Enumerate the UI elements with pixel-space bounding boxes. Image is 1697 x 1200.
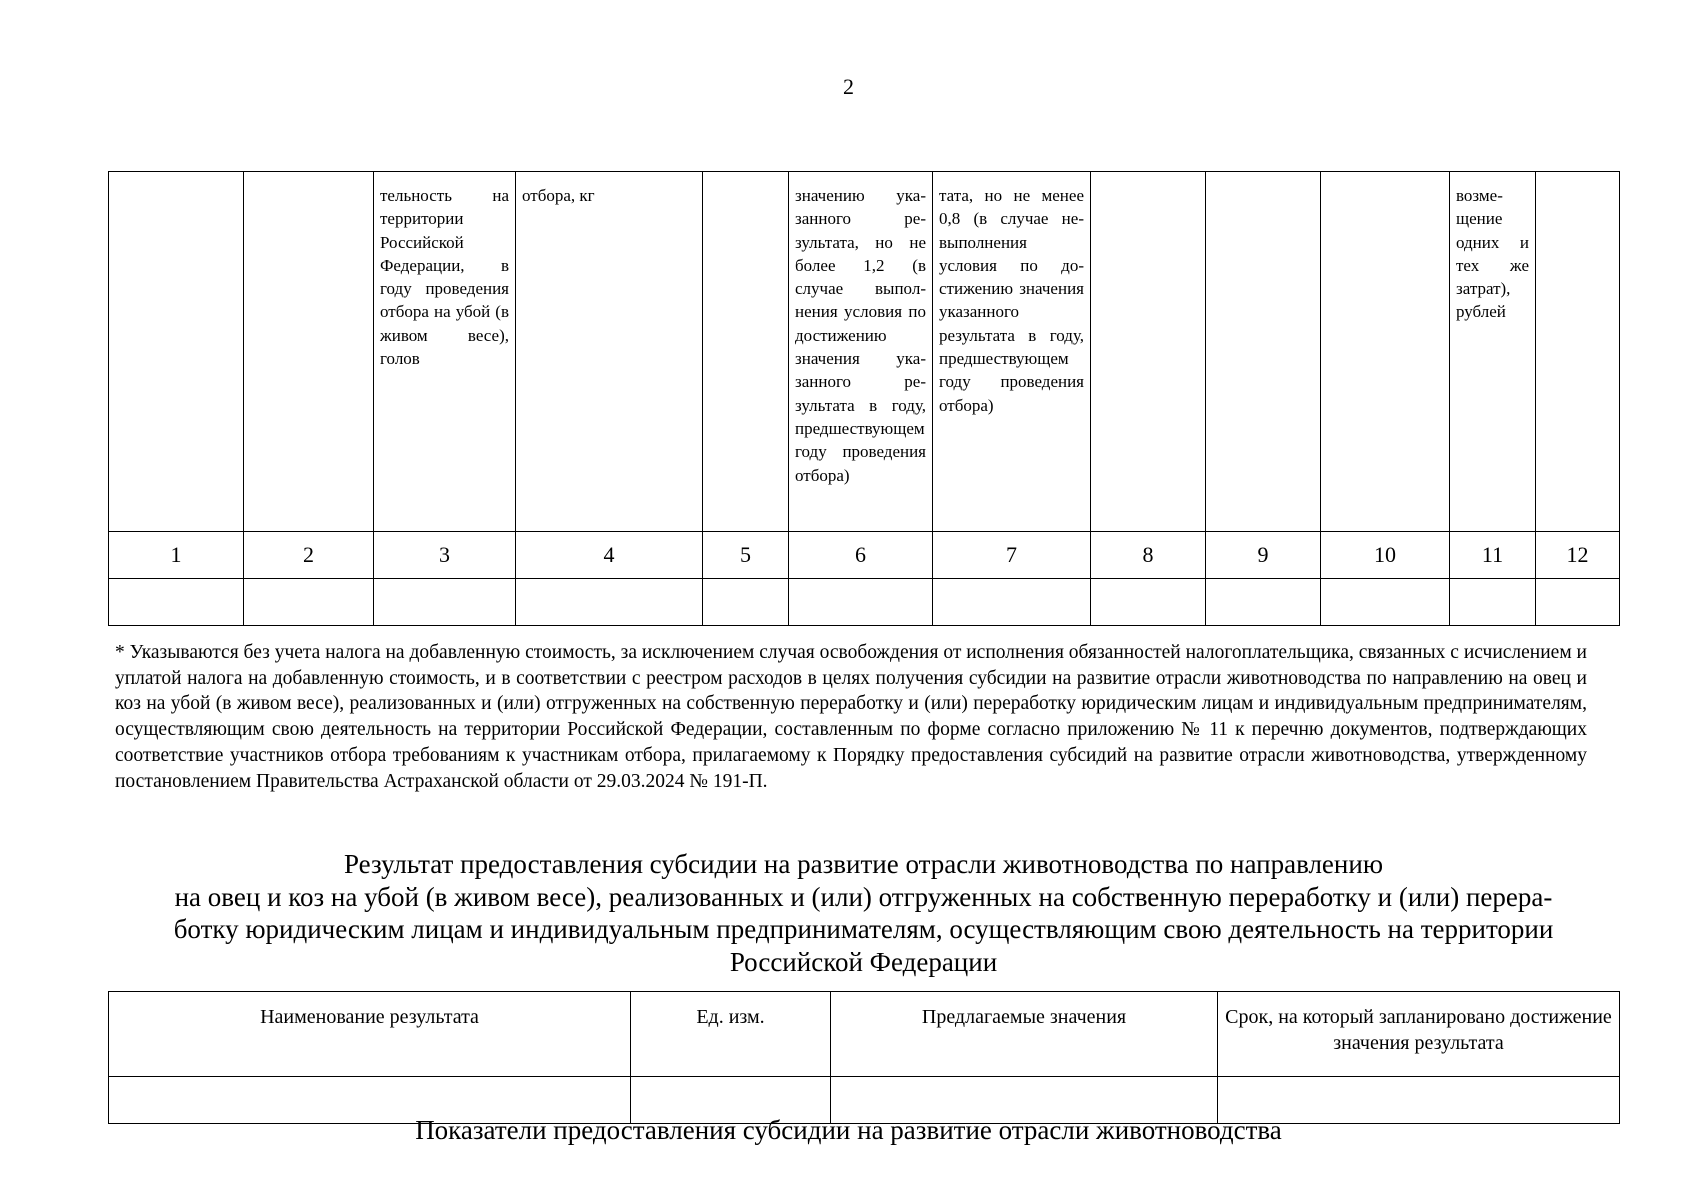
empty-cell — [1091, 579, 1206, 626]
footnote: * Указываются без учета налога на добавленную стоимость, за исключением случая освобождения от исполнения обязанностей налогоплательщика, связанных с исчислением и уплатой налога на добавленную стоимость, и в соответствии с реестром расходов в целях получения субсидии на развитие отрасли животноводства по направлению на овец и коз на убой (в живом весе), реализованных и (или) отгруженных на собственную переработку и (или) переработку юридическим лицам и индивидуальным предпринимателям, осуществляющим свою деятельность на территории Российской Федерации, составленным по форме согласно приложению № 11 к перечню документов, подтверждающих соответствие участников отбора требованиям к участникам отбора, прилагаемому к Порядку предоставления субсидий на развитие отрасли животноводства, утвержденному постановлением Правительства Астраханской области от 29.03.2024 № 191-П. — [115, 642, 1587, 792]
column-number: 2 — [244, 532, 374, 579]
header-cell — [1536, 172, 1620, 532]
continuation-table — [108, 171, 1620, 626]
empty-cell — [374, 579, 516, 626]
header-cell — [703, 172, 789, 532]
page-number: 2 — [843, 74, 854, 99]
column-number: 9 — [1206, 532, 1321, 579]
empty-cell — [933, 579, 1091, 626]
column-number: 10 — [1321, 532, 1450, 579]
result-header-row — [109, 992, 1620, 1077]
title-line: Российской Федерации — [729, 946, 998, 977]
proposed-values-header: Предлагаемые значения — [831, 992, 1218, 1077]
column-number: 7 — [933, 532, 1091, 579]
title-line: на овец и коз на убой (в живом весе), реализованных и (или) отгруженных на собственную переработку и (или) перера- — [174, 881, 1553, 912]
column-number: 1 — [109, 532, 244, 579]
column-number: 6 — [789, 532, 933, 579]
header-cell: значению указанного результата, но не более 1,2 (в случае выполнения условия по достижению значения указанного результата в году, предшествующем году проведения отбора) — [789, 172, 933, 532]
header-cell — [1206, 172, 1321, 532]
header-cell: тельность на территории Российской Федерации, в году проведения отбора на убой (в живом весе), голов — [374, 172, 516, 532]
header-cell — [1321, 172, 1450, 532]
result-name-header: Наименование результата — [109, 992, 631, 1077]
empty-cell — [109, 579, 244, 626]
column-number: 4 — [516, 532, 703, 579]
unit-header: Ед. изм. — [631, 992, 831, 1077]
header-cell — [109, 172, 244, 532]
column-number: 5 — [703, 532, 789, 579]
column-number: 3 — [374, 532, 516, 579]
column-number: 11 — [1450, 532, 1536, 579]
deadline-header: Срок, на который запланировано достижение значения результата — [1218, 992, 1620, 1077]
header-cell — [244, 172, 374, 532]
empty-cell — [244, 579, 374, 626]
header-cell: тата, но не менее 0,8 (в случае невыполнения условия по достижению значения указанного результата в году, предшествующем году проведения отбора) — [933, 172, 1091, 532]
empty-data-row — [109, 579, 1620, 626]
header-cell — [1091, 172, 1206, 532]
title-line: Результат предоставления субсидии на развитие отрасли животноводства по направлению — [344, 849, 1383, 879]
column-number: 12 — [1536, 532, 1620, 579]
empty-cell — [789, 579, 933, 626]
result-section-title — [108, 848, 1619, 978]
empty-cell — [516, 579, 703, 626]
empty-cell — [1206, 579, 1321, 626]
empty-cell — [1536, 579, 1620, 626]
result-table — [108, 991, 1620, 1124]
empty-cell — [703, 579, 789, 626]
title-line: ботку юридическим лицам и индивидуальным предпринимателям, осуществляющим свою деятельность на территории — [173, 914, 1554, 944]
header-row — [109, 172, 1620, 532]
empty-cell — [1321, 579, 1450, 626]
column-number: 8 — [1091, 532, 1206, 579]
empty-cell — [1450, 579, 1536, 626]
header-cell: отбора, кг — [516, 172, 703, 532]
header-cell: возмещение одних и тех же затрат), рублей — [1450, 172, 1536, 532]
column-number-row — [109, 532, 1620, 579]
indicators-title: Показатели предоставления субсидии на развитие отрасли животноводства — [415, 1115, 1282, 1145]
